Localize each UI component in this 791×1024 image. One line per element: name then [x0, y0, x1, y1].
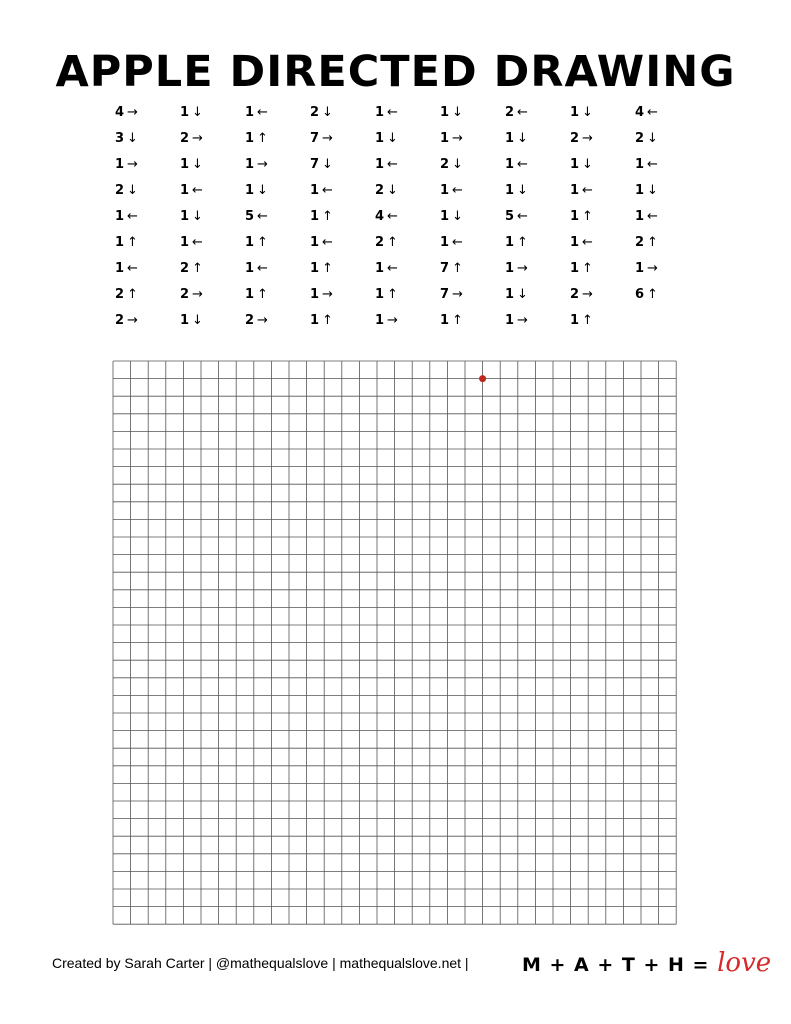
step-count: 1: [310, 313, 320, 328]
step-count: 2: [180, 261, 190, 276]
step-count: 2: [115, 287, 125, 302]
step-count: 2: [115, 313, 125, 328]
arrow-right-icon: →: [127, 313, 138, 328]
step-count: 2: [375, 235, 385, 250]
arrow-down-icon: ↓: [192, 157, 203, 172]
step-count: 1: [635, 183, 645, 198]
step-count: 4: [115, 105, 125, 120]
step-count: 1: [440, 209, 450, 224]
step-count: 2: [505, 105, 515, 120]
arrow-down-icon: ↓: [647, 183, 658, 198]
step-count: 1: [115, 235, 125, 250]
arrow-down-icon: ↓: [517, 287, 528, 302]
arrow-up-icon: ↑: [647, 287, 658, 302]
step-count: 1: [115, 209, 125, 224]
arrow-down-icon: ↓: [452, 105, 463, 120]
arrow-left-icon: ←: [452, 183, 463, 198]
arrow-down-icon: ↓: [582, 105, 593, 120]
step-count: 1: [635, 209, 645, 224]
arrow-left-icon: ←: [257, 105, 268, 120]
step-count: 1: [570, 183, 580, 198]
arrow-left-icon: ←: [387, 105, 398, 120]
arrow-down-icon: ↓: [517, 131, 528, 146]
step-count: 1: [570, 235, 580, 250]
step-count: 1: [310, 261, 320, 276]
step-count: 1: [440, 183, 450, 198]
step-count: 1: [375, 131, 385, 146]
arrow-up-icon: ↑: [582, 261, 593, 276]
step-count: 2: [375, 183, 385, 198]
step-count: 5: [245, 209, 255, 224]
arrow-left-icon: ←: [387, 157, 398, 172]
step-count: 1: [505, 287, 515, 302]
arrow-left-icon: ←: [517, 105, 528, 120]
step-count: 1: [570, 261, 580, 276]
step-count: 1: [570, 105, 580, 120]
step-count: 1: [180, 209, 190, 224]
arrow-left-icon: ←: [322, 183, 333, 198]
step-count: 1: [180, 183, 190, 198]
step-count: 2: [570, 287, 580, 302]
step-count: 1: [440, 313, 450, 328]
step-count: 1: [245, 105, 255, 120]
step-count: 5: [505, 209, 515, 224]
step-count: 1: [505, 261, 515, 276]
step-count: 2: [635, 235, 645, 250]
step-count: 2: [570, 131, 580, 146]
arrow-right-icon: →: [452, 131, 463, 146]
arrow-up-icon: ↑: [192, 261, 203, 276]
step-count: 3: [115, 131, 125, 146]
arrow-left-icon: ←: [582, 183, 593, 198]
step-count: 1: [505, 183, 515, 198]
step-count: 7: [310, 131, 320, 146]
arrow-up-icon: ↑: [647, 235, 658, 250]
step-count: 1: [245, 235, 255, 250]
step-count: 1: [310, 183, 320, 198]
step-count: 2: [115, 183, 125, 198]
arrow-up-icon: ↑: [582, 209, 593, 224]
step-count: 7: [440, 287, 450, 302]
step-count: 7: [310, 157, 320, 172]
arrow-down-icon: ↓: [647, 131, 658, 146]
step-count: 1: [570, 157, 580, 172]
brand-word: love: [717, 948, 772, 978]
step-count: 1: [310, 235, 320, 250]
step-count: 1: [440, 131, 450, 146]
step-count: 1: [115, 157, 125, 172]
step-count: 1: [440, 105, 450, 120]
step-count: 1: [505, 313, 515, 328]
arrow-up-icon: ↑: [322, 261, 333, 276]
step-count: 2: [180, 287, 190, 302]
step-count: 1: [115, 261, 125, 276]
step-count: 1: [245, 131, 255, 146]
step-count: 4: [375, 209, 385, 224]
arrow-left-icon: ←: [192, 183, 203, 198]
step-count: 1: [180, 157, 190, 172]
arrow-right-icon: →: [582, 131, 593, 146]
arrow-left-icon: ←: [647, 105, 658, 120]
step-count: 7: [440, 261, 450, 276]
step-count: 2: [180, 131, 190, 146]
arrow-up-icon: ↑: [452, 261, 463, 276]
footer-credit: Created by Sarah Carter | @mathequalslove | mathequalslove.net |: [52, 955, 469, 971]
step-count: 1: [505, 131, 515, 146]
step-count: 2: [635, 131, 645, 146]
step-count: 1: [245, 261, 255, 276]
arrow-right-icon: →: [127, 157, 138, 172]
arrow-left-icon: ←: [322, 235, 333, 250]
arrow-up-icon: ↑: [127, 235, 138, 250]
arrow-up-icon: ↑: [322, 313, 333, 328]
arrow-left-icon: ←: [387, 261, 398, 276]
step-count: 1: [375, 261, 385, 276]
arrow-up-icon: ↑: [452, 313, 463, 328]
arrow-left-icon: ←: [647, 157, 658, 172]
step-count: 1: [245, 183, 255, 198]
arrow-up-icon: ↑: [322, 209, 333, 224]
arrow-up-icon: ↑: [582, 313, 593, 328]
arrow-down-icon: ↓: [517, 183, 528, 198]
step-count: 1: [180, 313, 190, 328]
step-count: 1: [310, 287, 320, 302]
arrow-down-icon: ↓: [192, 313, 203, 328]
arrow-right-icon: →: [517, 261, 528, 276]
arrow-up-icon: ↑: [257, 131, 268, 146]
arrow-right-icon: →: [452, 287, 463, 302]
arrow-down-icon: ↓: [452, 209, 463, 224]
step-count: 1: [375, 105, 385, 120]
arrow-right-icon: →: [257, 157, 268, 172]
start-point-dot: [479, 375, 486, 382]
arrow-up-icon: ↑: [387, 287, 398, 302]
arrow-down-icon: ↓: [192, 209, 203, 224]
arrow-left-icon: ←: [517, 157, 528, 172]
arrow-up-icon: ↑: [127, 287, 138, 302]
arrow-left-icon: ←: [127, 261, 138, 276]
step-count: 1: [180, 235, 190, 250]
arrow-down-icon: ↓: [322, 105, 333, 120]
arrow-down-icon: ↓: [452, 157, 463, 172]
arrow-down-icon: ↓: [387, 131, 398, 146]
page-title: APPLE DIRECTED DRAWING: [55, 47, 736, 97]
arrow-down-icon: ↓: [192, 105, 203, 120]
step-count: 1: [570, 313, 580, 328]
arrow-left-icon: ←: [582, 235, 593, 250]
arrow-up-icon: ↑: [387, 235, 398, 250]
step-count: 1: [505, 157, 515, 172]
arrow-right-icon: →: [322, 131, 333, 146]
step-count: 1: [375, 157, 385, 172]
arrow-right-icon: →: [257, 313, 268, 328]
arrow-left-icon: ←: [452, 235, 463, 250]
arrow-down-icon: ↓: [322, 157, 333, 172]
arrow-right-icon: →: [192, 131, 203, 146]
arrow-left-icon: ←: [257, 261, 268, 276]
arrow-down-icon: ↓: [257, 183, 268, 198]
step-count: 2: [440, 157, 450, 172]
step-count: 6: [635, 287, 645, 302]
step-count: 1: [310, 209, 320, 224]
arrow-left-icon: ←: [647, 209, 658, 224]
arrow-right-icon: →: [387, 313, 398, 328]
step-count: 1: [245, 157, 255, 172]
arrow-left-icon: ←: [517, 209, 528, 224]
arrow-right-icon: →: [582, 287, 593, 302]
arrow-down-icon: ↓: [127, 183, 138, 198]
step-count: 4: [635, 105, 645, 120]
arrow-right-icon: →: [517, 313, 528, 328]
arrow-up-icon: ↑: [257, 287, 268, 302]
step-count: 1: [440, 235, 450, 250]
arrow-right-icon: →: [192, 287, 203, 302]
arrow-up-icon: ↑: [257, 235, 268, 250]
step-count: 1: [635, 261, 645, 276]
arrow-up-icon: ↑: [517, 235, 528, 250]
step-count: 1: [375, 313, 385, 328]
step-count: 1: [245, 287, 255, 302]
arrow-down-icon: ↓: [387, 183, 398, 198]
brand-logo: [522, 948, 771, 980]
step-count: 1: [375, 287, 385, 302]
step-count: 1: [635, 157, 645, 172]
arrow-left-icon: ←: [192, 235, 203, 250]
arrow-right-icon: →: [322, 287, 333, 302]
arrow-right-icon: →: [127, 105, 138, 120]
step-count: 1: [180, 105, 190, 120]
step-count: 2: [245, 313, 255, 328]
arrow-left-icon: ←: [257, 209, 268, 224]
arrow-down-icon: ↓: [582, 157, 593, 172]
step-count: 2: [310, 105, 320, 120]
brand-letters: M + A + T + H =: [522, 954, 710, 976]
arrow-down-icon: ↓: [127, 131, 138, 146]
arrow-right-icon: →: [647, 261, 658, 276]
step-count: 1: [505, 235, 515, 250]
arrow-left-icon: ←: [127, 209, 138, 224]
arrow-left-icon: ←: [387, 209, 398, 224]
step-count: 1: [570, 209, 580, 224]
